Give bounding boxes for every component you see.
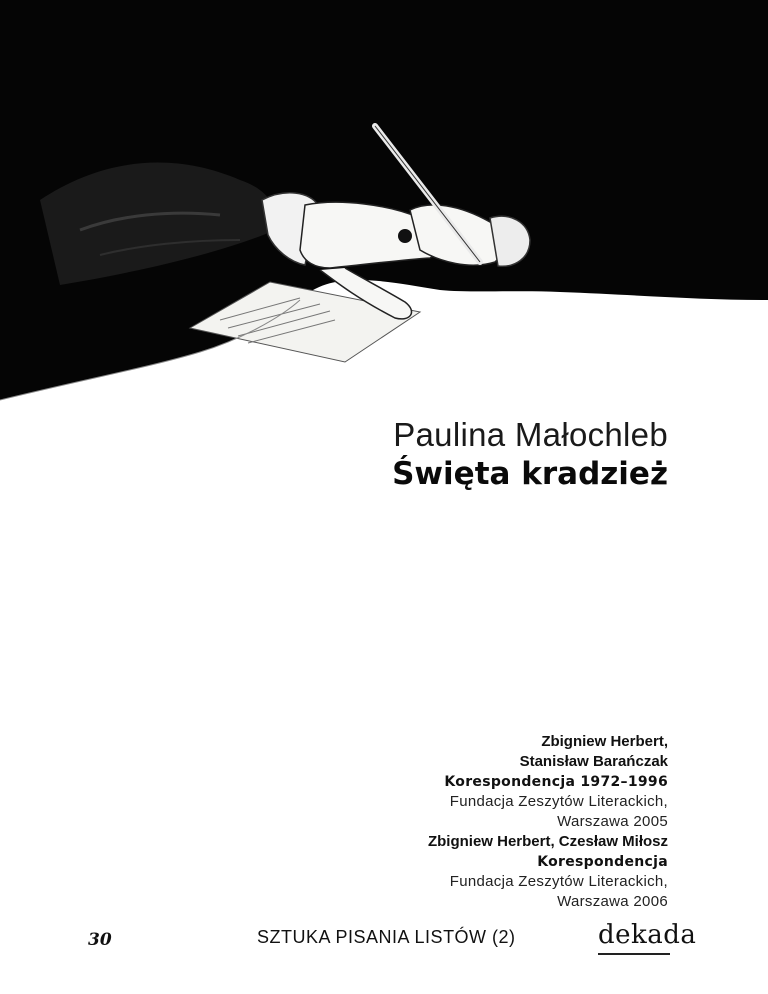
article-author: Paulina Małochleb — [393, 416, 668, 453]
magazine-logo: dekada — [598, 920, 697, 950]
reference-1-authors-line-1: Zbigniew Herbert, — [541, 733, 668, 750]
section-title: SZTUKA PISANIA LISTÓW (2) — [257, 927, 516, 947]
reference-2-book-title: Korespondencja — [537, 854, 668, 870]
book-references — [268, 732, 668, 912]
reference-1-publisher: Fundacja Zeszytów Literackich, — [449, 793, 668, 810]
reference-2-publisher: Fundacja Zeszytów Literackich, — [449, 873, 668, 890]
hands-writing-illustration — [0, 0, 768, 420]
reference-1-book-title: Korespondencja 1972–1996 — [444, 774, 668, 790]
reference-1-authors-line-2: Stanisław Barańczak — [519, 753, 668, 770]
reference-1-place-year: Warszawa 2005 — [557, 813, 668, 830]
logo-underline — [598, 953, 670, 955]
reference-2 — [268, 832, 668, 912]
article-title: Święta kradzież — [392, 456, 668, 492]
reference-2-authors: Zbigniew Herbert, Czesław Miłosz — [427, 833, 668, 850]
reference-2-place-year: Warszawa 2006 — [557, 893, 668, 910]
ring — [398, 229, 412, 243]
page-number: 30 — [88, 930, 112, 950]
reference-1 — [268, 732, 668, 832]
header-illustration — [0, 0, 768, 420]
